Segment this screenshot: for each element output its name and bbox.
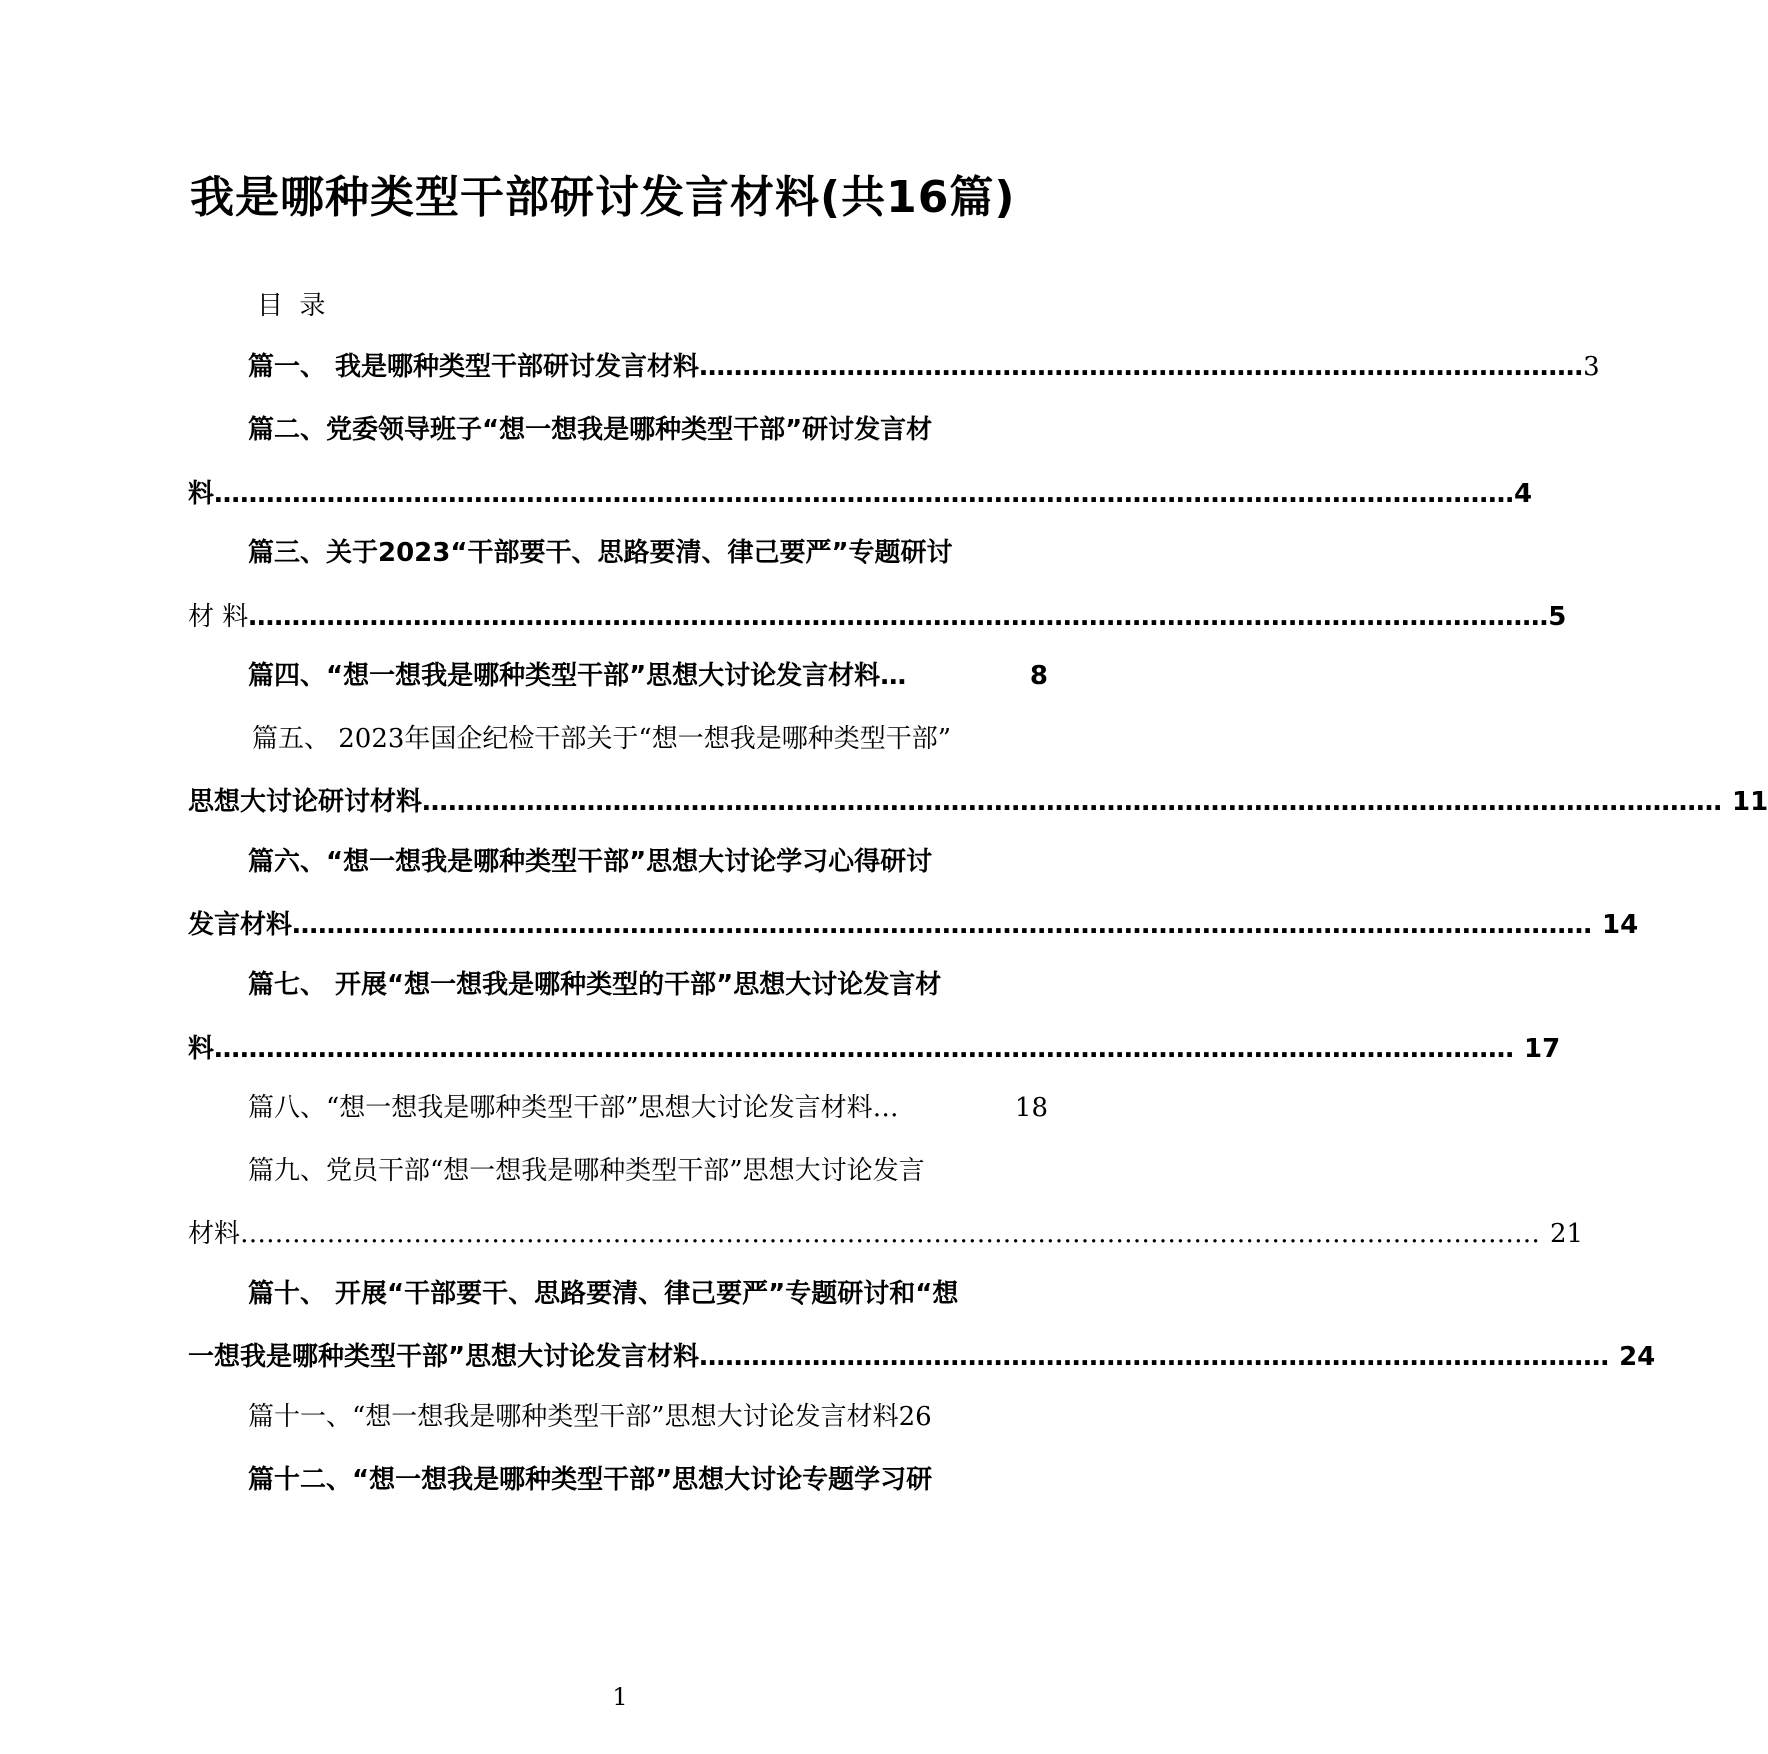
- leader-dots: …………………………………………………………………………………………: [699, 352, 1584, 382]
- leader-dots: ……………………………………………………………………………………………………………………………………: [248, 602, 1549, 632]
- toc-entry-12[interactable]: [248, 1460, 932, 1500]
- leader-dots: …: [872, 1093, 899, 1123]
- toc-entry-9[interactable]: [248, 1151, 925, 1191]
- toc-entry-title-cont: 料: [188, 1034, 215, 1064]
- page-number: 1: [612, 1683, 628, 1711]
- toc-entry-title-cont: 材料: [188, 1219, 241, 1249]
- toc-entry-title: 篇一、 我是哪种类型干部研讨发言材料: [248, 352, 700, 382]
- toc-page-number: 17: [1524, 1034, 1561, 1064]
- leader-dots: ……………………………………………………………………………………………………………………………………: [214, 479, 1515, 509]
- toc-entry-title: 篇四、“想一想我是哪种类型干部”思想大讨论发言材料: [248, 661, 881, 691]
- toc-page-number: 14: [1602, 910, 1639, 940]
- leader-dots: …: [880, 661, 907, 691]
- toc-page-number: 4: [1514, 479, 1533, 509]
- toc-page-number: 8: [1029, 661, 1048, 691]
- toc-entry-1[interactable]: [248, 347, 1600, 387]
- toc-entry-title: 篇九、党员干部“想一想我是哪种类型干部”思想大讨论发言: [248, 1156, 925, 1186]
- toc-entry-9-cont[interactable]: [188, 1214, 1584, 1254]
- toc-entry-8[interactable]: [248, 1088, 1048, 1128]
- toc-entry-3-cont[interactable]: [188, 597, 1567, 637]
- toc-entry-title: 篇十一、“想一想我是哪种类型干部”思想大讨论发言材料: [248, 1402, 899, 1432]
- toc-entry-5[interactable]: [252, 719, 951, 759]
- toc-entry-title: 篇六、“想一想我是哪种类型干部”思想大讨论学习心得研讨: [248, 847, 933, 877]
- leader-dots: ……………………………………………………………………………………………………………………………………: [240, 1219, 1541, 1249]
- leader-dots: ……………………………………………………………………………………………………………………………………: [214, 1034, 1515, 1064]
- toc-entry-title: 篇三、关于2023“干部要干、思路要清、律己要严”专题研讨: [248, 538, 953, 568]
- toc-page-number: 18: [1014, 1093, 1048, 1123]
- toc-entry-4[interactable]: [248, 656, 1048, 696]
- toc-entry-title-cont: 材 料: [188, 602, 249, 632]
- toc-page-number: 11: [1732, 787, 1768, 817]
- toc-entry-title: 篇十、 开展“干部要干、思路要清、律己要严”专题研讨和“想: [248, 1279, 959, 1309]
- toc-entry-title-cont: 发言材料: [188, 910, 293, 940]
- leader-dots: ……………………………………………………………………………………………: [699, 1342, 1610, 1372]
- toc-page-number: 26: [898, 1402, 932, 1432]
- toc-entry-title: 篇八、“想一想我是哪种类型干部”思想大讨论发言材料: [248, 1093, 873, 1123]
- toc-entry-2[interactable]: [248, 410, 932, 450]
- toc-entry-title-cont: 一想我是哪种类型干部”思想大讨论发言材料: [188, 1342, 700, 1372]
- toc-entry-10-cont[interactable]: [188, 1337, 1656, 1377]
- toc-entry-7-cont[interactable]: [188, 1029, 1561, 1069]
- toc-entry-title-cont: 思想大讨论研讨材料: [188, 787, 423, 817]
- toc-entry-title: 篇二、党委领导班子“想一想我是哪种类型干部”研讨发言材: [248, 415, 933, 445]
- toc-entry-5-cont[interactable]: [188, 782, 1768, 822]
- toc-page-number: 3: [1583, 352, 1600, 382]
- leader-dots: ……………………………………………………………………………………………………………………………………: [292, 910, 1593, 940]
- toc-entry-2-cont[interactable]: [188, 474, 1533, 514]
- toc-page-number: 21: [1550, 1219, 1584, 1249]
- toc-entry-title: 篇十二、“想一想我是哪种类型干部”思想大讨论专题学习研: [248, 1465, 933, 1495]
- toc-entry-6-cont[interactable]: [188, 905, 1639, 945]
- toc-entry-3[interactable]: [248, 533, 953, 573]
- toc-entry-10[interactable]: [248, 1274, 958, 1314]
- toc-entry-title-cont: 料: [188, 479, 215, 509]
- toc-entry-11[interactable]: [248, 1397, 1048, 1437]
- document-title: 我是哪种类型干部研讨发言材料(共16篇): [190, 172, 1016, 223]
- toc-entry-6[interactable]: [248, 842, 932, 882]
- toc-entry-title: 篇七、 开展“想一想我是哪种类型的干部”思想大讨论发言材: [248, 970, 942, 1000]
- toc-entry-7[interactable]: [248, 965, 941, 1005]
- toc-page-number: 5: [1548, 602, 1567, 632]
- toc-heading: 目 录: [257, 291, 326, 321]
- leader-dots: ……………………………………………………………………………………………………………………………………: [422, 787, 1723, 817]
- toc-entry-title: 篇五、 2023年国企纪检干部关于“想一想我是哪种类型干部”: [252, 724, 952, 754]
- toc-page-number: 24: [1619, 1342, 1656, 1372]
